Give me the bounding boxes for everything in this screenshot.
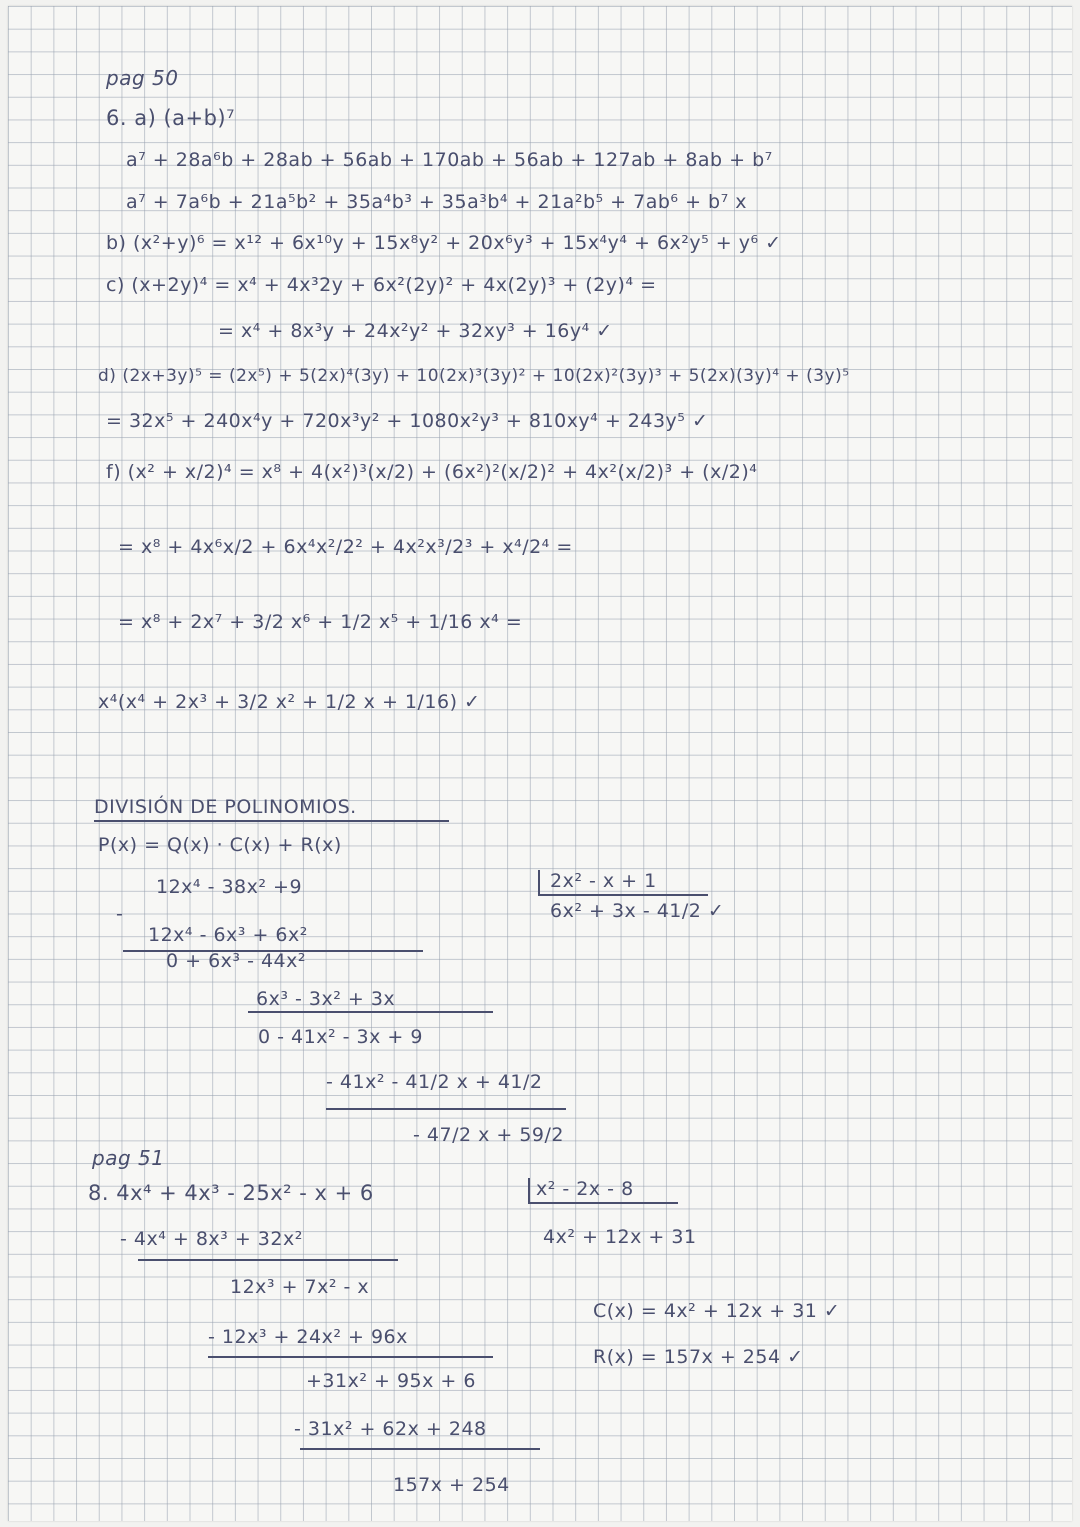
page-header-51: pag 51 [92,1146,165,1170]
exercise-6c-line-2: = x⁴ + 8x³y + 24x²y² + 32xy³ + 16y⁴ ✓ [218,320,613,342]
division-quotient: 6x² + 3x - 41/2 ✓ [550,900,725,922]
exercise-8-result-c: C(x) = 4x² + 12x + 31 ✓ [593,1300,841,1322]
exercise-8-dividend: 8. 4x⁴ + 4x³ - 25x² - x + 6 [88,1181,374,1205]
division-step-4: 0 - 41x² - 3x + 9 [258,1026,423,1048]
exercise-6a-line-2: a⁷ + 7a⁶b + 21a⁵b² + 35a⁴b³ + 35a³b⁴ + 21a²b⁵ + 7ab⁶ + b⁷ x [126,191,747,213]
page-header-50: pag 50 [106,66,179,90]
exercise-8-step-4: +31x² + 95x + 6 [306,1370,476,1392]
division-divisor: 2x² - x + 1 [550,870,657,892]
graph-paper-sheet [8,6,1072,1521]
division-formula: P(x) = Q(x) · C(x) + R(x) [98,834,342,856]
division-step-2: 0 + 6x³ - 44x² [166,950,307,972]
division-step-6: - 47/2 x + 59/2 [413,1124,565,1146]
exercise-6c-line-1: c) (x+2y)⁴ = x⁴ + 4x³2y + 6x²(2y)² + 4x(2y)³ + (2y)⁴ = [106,274,657,296]
exercise-8-step-6: 157x + 254 [393,1474,510,1496]
exercise-6a-line-1: a⁷ + 28a⁶b + 28ab + 56ab + 170ab + 56ab + 127ab + 8ab + b⁷ [126,149,773,171]
division-bracket-vertical [538,870,540,896]
exercise-8-step-3: - 12x³ + 24x² + 96x [208,1326,408,1348]
exercise-8-bracket-horizontal [528,1202,678,1204]
exercise-8-step-5: - 31x² + 62x + 248 [294,1418,487,1440]
division-step-3: 6x³ - 3x² + 3x [256,988,396,1010]
exercise-6f-line-1: f) (x² + x/2)⁴ = x⁸ + 4(x²)³(x/2) + (6x²)²(x/2)² + 4x²(x/2)³ + (x/2)⁴ [106,461,758,483]
exercise-8-bracket-vertical [528,1178,530,1204]
exercise-6b-line: b) (x²+y)⁶ = x¹² + 6x¹⁰y + 15x⁸y² + 20x⁶y³ + 15x⁴y⁴ + 6x²y⁵ + y⁶ ✓ [106,232,782,254]
exercise-6d-line-1: d) (2x+3y)⁵ = (2x⁵) + 5(2x)⁴(3y) + 10(2x)³(3y)² + 10(2x)²(3y)³ + 5(2x)(3y)⁴ + (3y)⁵ [98,366,850,386]
exercise-8-rule-2 [208,1356,493,1358]
exercise-8-divisor: x² - 2x - 8 [536,1178,634,1200]
division-step-1: 12x⁴ - 6x³ + 6x² [148,924,308,946]
exercise-8-rule-3 [300,1448,540,1450]
exercise-6d-line-2: = 32x⁵ + 240x⁴y + 720x³y² + 1080x²y³ + 810xy⁴ + 243y⁵ ✓ [106,410,709,432]
exercise-8-step-2: 12x³ + 7x² - x [230,1276,370,1298]
division-step-5: - 41x² - 41/2 x + 41/2 [326,1071,543,1093]
exercise-6a-title: 6. a) (a+b)⁷ [106,106,236,130]
exercise-8-rule-1 [138,1259,398,1261]
division-rule-3 [326,1108,566,1110]
exercise-8-result-r: R(x) = 157x + 254 ✓ [593,1346,804,1368]
division-title: DIVISIÓN DE POLINOMIOS. [94,796,357,818]
exercise-8-step-1: - 4x⁴ + 8x³ + 32x² [120,1228,303,1250]
exercise-8-quotient: 4x² + 12x + 31 [543,1226,697,1248]
division-rule-2 [248,1011,493,1013]
exercise-6f-line-2: = x⁸ + 4x⁶x/2 + 6x⁴x²/2² + 4x²x³/2³ + x⁴/2⁴ = [118,536,573,558]
division-dividend: 12x⁴ - 38x² +9 [156,876,303,898]
division-minus-sign: - [116,903,124,925]
division-bracket-horizontal [538,894,708,896]
exercise-6f-line-4: x⁴(x⁴ + 2x³ + 3/2 x² + 1/2 x + 1/16) ✓ [98,691,481,713]
division-title-underline [94,820,449,822]
exercise-6f-line-3: = x⁸ + 2x⁷ + 3/2 x⁶ + 1/2 x⁵ + 1/16 x⁴ = [118,611,523,633]
